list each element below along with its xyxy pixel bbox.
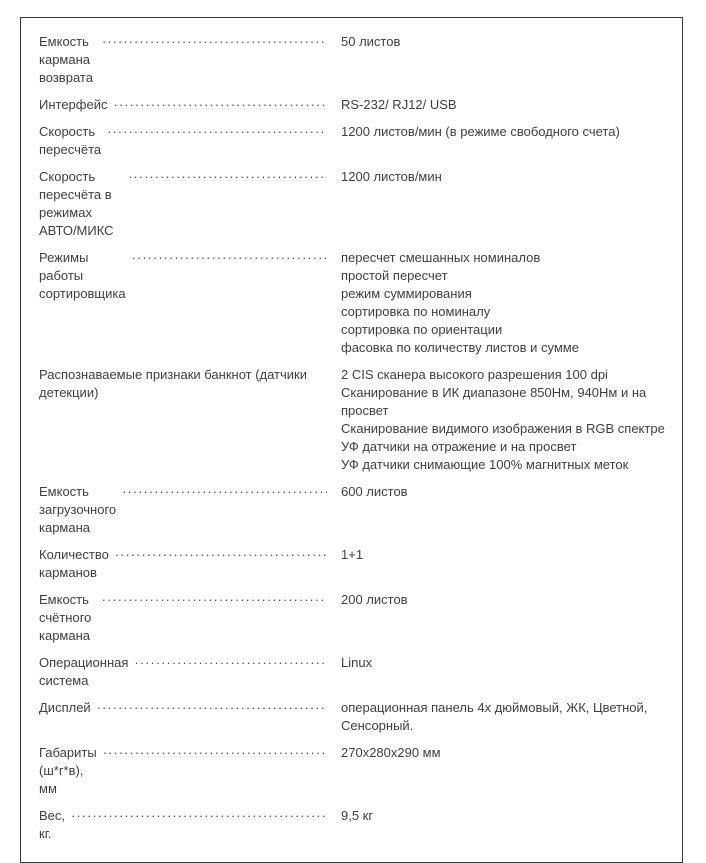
spec-value-line: 9,5 кг <box>341 808 374 823</box>
spec-row <box>39 33 666 87</box>
spec-row <box>39 654 666 690</box>
spec-label: Емкость счётного кармана <box>39 592 92 643</box>
spec-row <box>39 591 666 645</box>
spec-value-line: 600 листов <box>341 484 408 499</box>
spec-value-line: сортировка по номиналу <box>341 304 491 319</box>
dotted-leader-decoration <box>134 654 327 672</box>
spec-label-cell <box>39 168 327 240</box>
spec-label-cell <box>39 483 327 537</box>
spec-value-line: 1200 листов/мин <box>341 169 442 184</box>
spec-value-cell <box>341 123 666 159</box>
spec-value-cell <box>341 483 666 537</box>
dotted-leader-decoration <box>132 249 327 267</box>
spec-value-line: 200 листов <box>341 592 408 607</box>
spec-panel <box>20 17 683 863</box>
spec-value-line: сортировка по ориентации <box>341 322 503 337</box>
dotted-leader-decoration <box>71 807 327 825</box>
spec-value-line: УФ датчики на отражение и на просвет <box>341 439 577 454</box>
dotted-leader-decoration <box>103 744 327 762</box>
spec-row <box>39 807 666 843</box>
spec-row <box>39 168 666 240</box>
spec-label-cell <box>39 33 327 87</box>
spec-value-line: RS-232/ RJ12/ USB <box>341 97 457 112</box>
spec-label: Операционная система <box>39 655 129 688</box>
spec-value-line: фасовка по количеству листов и сумме <box>341 340 579 355</box>
spec-value-line: Сканирование видимого изображения в RGB спектре <box>341 421 665 436</box>
spec-label: Интерфейс <box>39 97 108 112</box>
spec-label: Габариты (ш*г*в), мм <box>39 745 97 796</box>
spec-value-cell <box>341 33 666 87</box>
spec-label-cell <box>39 807 327 843</box>
spec-row <box>39 366 666 474</box>
dotted-leader-decoration <box>102 591 327 609</box>
spec-value-line: Сканирование в ИК диапазоне 850Нм, 940Нм и на просвет <box>341 385 647 418</box>
spec-value-line: операционная панель 4х дюймовый, ЖК, Цветной, Сенсорный. <box>341 700 648 733</box>
spec-value-line: 1+1 <box>341 547 364 562</box>
spec-label: Емкость загрузочного кармана <box>39 484 117 535</box>
spec-label-cell <box>39 366 327 474</box>
dotted-leader-decoration <box>102 33 327 51</box>
dotted-leader-decoration <box>113 96 327 114</box>
spec-label: Количество карманов <box>39 547 109 580</box>
spec-value-line: пересчет смешанных номиналов <box>341 250 541 265</box>
spec-label-cell <box>39 96 327 114</box>
spec-value-line: простой пересчет <box>341 268 448 283</box>
dotted-leader-decoration <box>128 168 327 186</box>
spec-row <box>39 123 666 159</box>
dotted-leader-decoration <box>122 483 327 501</box>
spec-value-cell <box>341 249 666 357</box>
spec-label-cell <box>39 654 327 690</box>
spec-value-line: режим суммирования <box>341 286 472 301</box>
spec-label: Режимы работы сортировщика <box>39 250 126 301</box>
spec-label-cell <box>39 249 327 357</box>
spec-value-line: 1200 листов/мин (в режиме свободного счета) <box>341 124 620 139</box>
dotted-leader-decoration <box>115 546 327 564</box>
spec-row <box>39 96 666 114</box>
spec-label-cell <box>39 699 327 735</box>
spec-label-cell <box>39 744 327 798</box>
spec-value-line: 50 листов <box>341 34 401 49</box>
spec-row <box>39 699 666 735</box>
spec-value-cell <box>341 807 666 843</box>
spec-label-cell <box>39 123 327 159</box>
spec-value-line: УФ датчики снимающие 100% магнитных меток <box>341 457 629 472</box>
dotted-leader-decoration <box>97 699 327 717</box>
spec-value-line: Linux <box>341 655 373 670</box>
dotted-leader-decoration <box>107 123 327 141</box>
spec-label: Дисплей <box>39 700 91 715</box>
spec-value-cell <box>341 366 666 474</box>
spec-table <box>39 33 666 843</box>
spec-label: Вес, кг. <box>39 808 66 841</box>
spec-label: Скорость пересчёта в режимах АВТО/МИКС <box>39 169 114 238</box>
spec-label: Распознаваемые признаки банкнот (датчики детекции) <box>39 367 307 400</box>
spec-value-cell <box>341 168 666 240</box>
spec-label: Скорость пересчёта <box>39 124 102 157</box>
spec-label-cell <box>39 591 327 645</box>
spec-value-cell <box>341 96 666 114</box>
spec-value-cell <box>341 699 666 735</box>
spec-value-cell <box>341 654 666 690</box>
spec-row <box>39 249 666 357</box>
spec-row <box>39 744 666 798</box>
spec-value-line: 2 CIS сканера высокого разрешения 100 dpi <box>341 367 608 382</box>
spec-label: Емкость кармана возврата <box>39 34 93 85</box>
spec-value-cell <box>341 591 666 645</box>
spec-row <box>39 483 666 537</box>
spec-value-line: 270x280x290 мм <box>341 745 441 760</box>
spec-value-cell <box>341 744 666 798</box>
